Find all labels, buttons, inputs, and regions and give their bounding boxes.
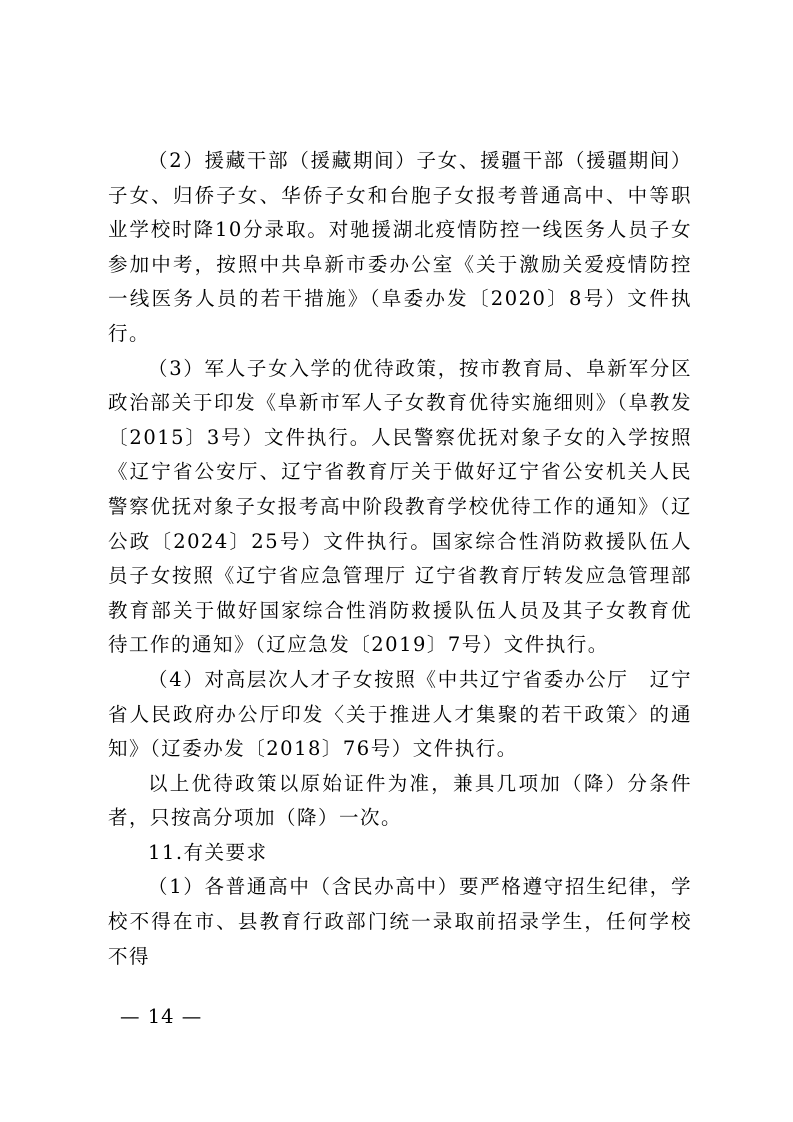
paragraph-requirement-1: （1）各普通高中（含民办高中）要严格遵守招生纪律，学校不得在市、县教育行政部门统一录取前招录学生，任何学校不得 <box>108 875 692 968</box>
paragraph-item-4: （4）对高层次人才子女按照《中共辽宁省委办公厅 辽宁省人民政府办公厅印发〈关于推进人才集聚的若干政策〉的通知》（辽委办发〔2018〕76号）文件执行。 <box>108 667 692 761</box>
paragraph-item-2: （2）援藏干部（援藏期间）子女、援疆干部（援疆期间）子女、归侨子女、华侨子女和台胞子女报考普通高中、中等职业学校时降10分录取。对驰援湖北疫情防控一线医务人员子女参加中考，按照中共阜新市委办公室《关于激励关爱疫情防控一线医务人员的若干措施》（阜委办发〔2020〕8号）文件执行。 <box>108 149 692 345</box>
paragraph-item-3: （3）军人子女入学的优待政策，按市教育局、阜新军分区政治部关于印发《阜新市军人子女教育优待实施细则》（阜教发〔2015〕3号）文件执行。人民警察优抚对象子女的入学按照《辽宁省公安厅、辽宁省教育厅关于做好辽宁省公安机关人民警察优抚对象子女报考高中阶段教育学校优待工作的通知》（辽公政〔2024〕25号）文件执行。国家综合性消防救援队伍人员子女按照《辽宁省应急管理厅 辽宁省教育厅转发应急管理部 教育部关于做好国家综合性消防救援队伍人员及其子女教育优待工作的通知》（辽应急发〔2019〕7号）文件执行。 <box>108 356 692 657</box>
paragraph-summary: 以上优待政策以原始证件为准，兼具几项加（降）分条件者，只按高分项加（降）一次。 <box>108 771 692 830</box>
document-body <box>108 144 692 974</box>
section-heading: 11.有关要求 <box>148 840 268 864</box>
page-number: — 14 — <box>120 1005 203 1028</box>
